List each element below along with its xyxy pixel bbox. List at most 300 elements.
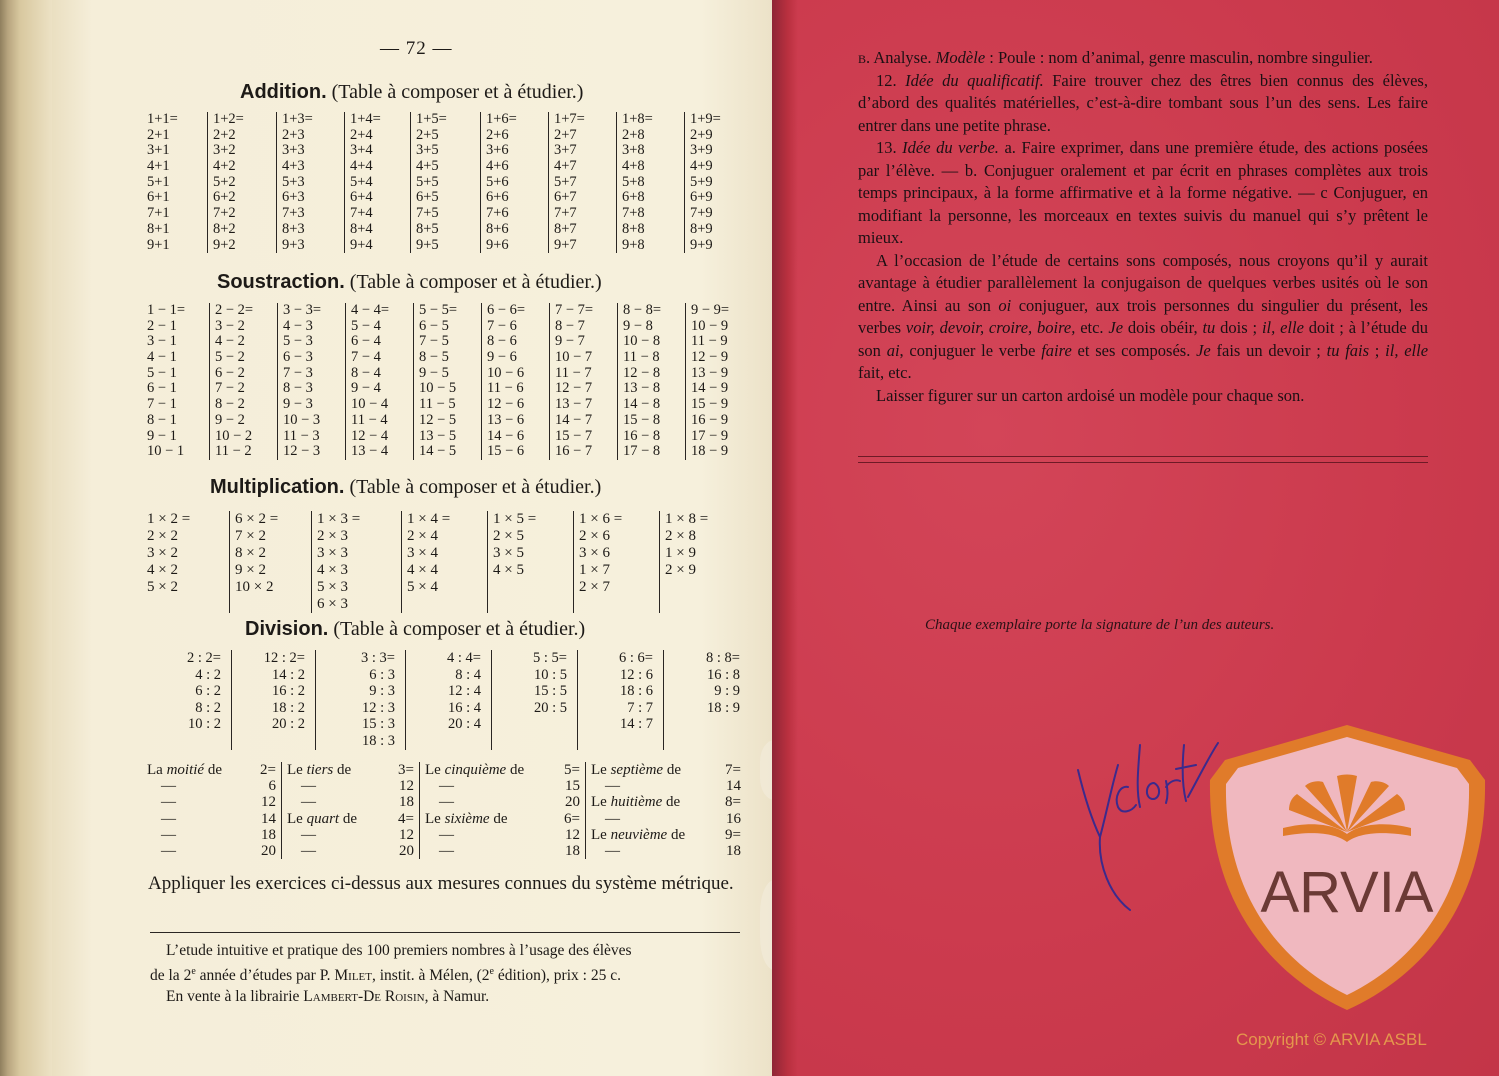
division-cell: 15 : 3	[361, 716, 395, 733]
soustraction-column	[346, 303, 414, 460]
multiplication-cell: 1 × 8 =	[665, 511, 709, 527]
division-cell: 14 : 7	[619, 716, 653, 733]
division-cell: 18 : 6	[619, 683, 653, 700]
fraction-row: — 16	[605, 810, 741, 827]
addition-cell: 6+8	[622, 189, 645, 206]
division-cell: 4 : 4=	[447, 650, 481, 666]
divider-rule	[858, 462, 1428, 463]
multiplication-column	[312, 511, 402, 613]
addition-cell: 8+5	[416, 220, 439, 237]
addition-cell: 4+5	[416, 158, 439, 175]
soustraction-cell: 14 − 5	[419, 443, 457, 460]
division-cell: 5 : 5=	[533, 650, 567, 666]
addition-title: Addition.	[240, 81, 327, 103]
addition-cell: 7+6	[486, 205, 509, 222]
multiplication-cell: 4 × 5	[493, 562, 524, 578]
handwritten-signature	[1070, 725, 1220, 915]
addition-cell: 8+4	[350, 220, 373, 237]
soustraction-column	[686, 303, 754, 460]
addition-cell: 9+3	[282, 236, 305, 253]
soustraction-cell: 13 − 4	[351, 443, 389, 460]
soustraction-cell: 8 − 3	[283, 380, 313, 397]
soustraction-cell: 4 − 3	[283, 317, 313, 334]
soustraction-cell: 14 − 9	[691, 380, 729, 397]
addition-cell: 1+7=	[554, 111, 585, 127]
addition-cell: 7+3	[282, 205, 305, 222]
division-cell: 12 : 6	[619, 666, 653, 683]
addition-cell: 3+6	[486, 142, 509, 159]
soustraction-cell: 6 − 3	[283, 349, 313, 366]
division-cell: 8 : 8=	[706, 650, 740, 666]
fraction-row: — 18	[439, 842, 580, 859]
addition-cell: 7+1	[147, 205, 170, 222]
multiplication-cell: 2 × 7	[579, 579, 610, 595]
multiplication-cell: 1 × 4 =	[407, 511, 451, 527]
signature-note: Chaque exemplaire porte la signature de l’un des auteurs.	[925, 617, 1275, 633]
addition-cell: 7+8	[622, 205, 645, 222]
multiplication-column	[402, 511, 488, 613]
division-cell: 18 : 2	[271, 699, 305, 716]
soustraction-cell: 13 − 7	[555, 396, 593, 413]
fraction-row: — 14	[605, 778, 741, 795]
soustraction-cell: 7 − 5	[419, 333, 449, 350]
fraction-row: — 12	[439, 826, 580, 843]
addition-cell: 5+2	[213, 173, 236, 190]
division-column	[664, 650, 750, 750]
addition-cell: 1+3=	[282, 111, 313, 127]
addition-cell: 6+4	[350, 189, 373, 206]
division-cell: 18 : 9	[706, 699, 740, 716]
soustraction-cell: 17 − 8	[623, 443, 661, 460]
soustraction-cell: 11 − 9	[691, 333, 728, 350]
multiplication-cell: 1 × 3 =	[317, 511, 361, 527]
fraction-row: — 18	[301, 794, 414, 811]
multiplication-table	[142, 511, 738, 613]
fraction-row: La moitié de 2=	[147, 762, 276, 778]
soustraction-cell: 10 − 5	[419, 380, 457, 397]
division-column	[142, 650, 232, 750]
multiplication-cell: 3 × 5	[493, 545, 524, 561]
addition-cell: 8+1	[147, 220, 170, 237]
division-table	[142, 650, 750, 750]
multiplication-subtitle: (Table à composer et à étudier.)	[349, 476, 602, 498]
soustraction-cell: 10 − 8	[623, 333, 661, 350]
multiplication-cell: 8 × 2	[235, 545, 266, 561]
soustraction-cell: 16 − 9	[691, 411, 729, 428]
fraction-column	[282, 762, 420, 859]
multiplication-cell: 3 × 6	[579, 545, 610, 561]
soustraction-cell: 8 − 6	[487, 333, 517, 350]
fraction-row: Le huitième de 8=	[591, 794, 741, 811]
addition-cell: 5+9	[690, 173, 713, 190]
addition-cell: 3+8	[622, 142, 645, 159]
soustraction-column	[278, 303, 346, 460]
addition-cell: 8+6	[486, 220, 509, 237]
addition-cell: 4+1	[147, 158, 170, 175]
fraction-row: Le cinquième de 5=	[425, 762, 580, 778]
multiplication-cell: 9 × 2	[235, 562, 266, 578]
addition-cell: 9+2	[213, 236, 236, 253]
soustraction-cell: 9 − 3	[283, 396, 313, 413]
fraction-row: Le septième de 7=	[591, 762, 741, 778]
footnote-line-3: En vente à la librairie Lambert-De Roisin, à Namur.	[166, 988, 490, 1006]
addition-cell: 1+9=	[690, 111, 721, 127]
soustraction-cell: 8 − 7	[555, 317, 585, 334]
addition-cell: 9+1	[147, 236, 170, 253]
division-cell: 15 : 5	[533, 683, 567, 700]
soustraction-cell: 7 − 6	[487, 317, 517, 334]
multiplication-column	[142, 511, 230, 613]
soustraction-cell: 3 − 2	[215, 317, 245, 334]
fraction-row: Le tiers de 3=	[287, 762, 414, 778]
addition-cell: 4+9	[690, 158, 713, 175]
soustraction-cell: 10 − 2	[215, 427, 253, 444]
soustraction-cell: 5 − 4	[351, 317, 381, 334]
soustraction-cell: 10 − 6	[487, 364, 525, 381]
fraction-row: — 18	[605, 842, 741, 859]
division-cell: 10 : 5	[533, 666, 567, 683]
addition-cell: 4+6	[486, 158, 509, 175]
soustraction-cell: 9 − 7	[555, 333, 585, 350]
addition-cell: 6+5	[416, 189, 439, 206]
soustraction-cell: 11 − 2	[215, 443, 252, 460]
soustraction-column	[618, 303, 686, 460]
soustraction-subtitle: (Table à composer et à étudier.)	[349, 271, 602, 293]
soustraction-cell: 10 − 9	[691, 317, 729, 334]
soustraction-cell: 14 − 8	[623, 396, 661, 413]
addition-column	[208, 112, 277, 253]
division-cell: 8 : 4	[455, 666, 481, 683]
soustraction-cell: 17 − 9	[691, 427, 729, 444]
book-spine	[0, 0, 60, 1076]
soustraction-cell: 2 − 2=	[215, 302, 254, 318]
fraction-row: — 14	[161, 810, 276, 827]
soustraction-cell: 8 − 1	[147, 411, 177, 428]
addition-cell: 9+6	[486, 236, 509, 253]
multiplication-cell: 2 × 8	[665, 528, 696, 544]
multiplication-cell: 5 × 4	[407, 579, 438, 595]
fraction-row: — 12	[301, 826, 414, 843]
addition-cell: 1+2=	[213, 111, 244, 127]
addition-cell: 6+7	[554, 189, 577, 206]
addition-column	[345, 112, 411, 253]
addition-cell: 2+4	[350, 126, 373, 143]
paragraph-sons-composes: A l’occasion de l’étude de certains sons composés, nous croyons qu’il y aurait avantage à étudier parallèlement la conjugaison de quelques verbes usités où le son entre. Ainsi au son oi conjuguer, aux trois personnes du singulier du présent, les verbes voir, devoir, croire, boire, etc. Je dois obéir, tu dois ; il, elle doit ; à l’étude du son ai, conjuguer le verbe faire et ses composés. Je fais un devoir ; tu fais ; il, elle fait, etc.	[858, 250, 1429, 382]
copyright-watermark: Copyright © ARVIA ASBL	[1236, 1030, 1427, 1049]
addition-cell: 3+1	[147, 142, 170, 159]
multiplication-cell: 1 × 2 =	[147, 511, 191, 527]
division-cell: 12 : 3	[361, 699, 395, 716]
soustraction-cell: 7 − 2	[215, 380, 245, 397]
addition-cell: 8+8	[622, 220, 645, 237]
addition-cell: 3+3	[282, 142, 305, 159]
soustraction-cell: 10 − 3	[283, 411, 321, 428]
addition-cell: 7+9	[690, 205, 713, 222]
paragraph-qualificatif: 12. Idée du qualificatif. Faire trouver chez des êtres bien connus des élèves, d’abord des qualités matérielles, c’est-à-dire tombant sous l’un des sens. Les faire entrer dans une petite phrase.	[858, 70, 1428, 135]
addition-cell: 4+2	[213, 158, 236, 175]
soustraction-cell: 4 − 1	[147, 349, 177, 366]
division-column	[406, 650, 492, 750]
addition-column	[481, 112, 549, 253]
fraction-column	[420, 762, 586, 859]
soustraction-cell: 9 − 9=	[691, 302, 730, 318]
soustraction-cell: 9 − 2	[215, 411, 245, 428]
soustraction-cell: 15 − 7	[555, 427, 593, 444]
addition-column	[549, 112, 617, 253]
soustraction-cell: 4 − 4=	[351, 302, 390, 318]
addition-cell: 7+5	[416, 205, 439, 222]
multiplication-column	[488, 511, 574, 613]
multiplication-heading	[210, 476, 601, 499]
division-cell: 6 : 6=	[619, 650, 653, 666]
addition-cell: 2+1	[147, 126, 170, 143]
division-cell: 14 : 2	[271, 666, 305, 683]
addition-cell: 2+6	[486, 126, 509, 143]
soustraction-cell: 5 − 2	[215, 349, 245, 366]
division-column	[316, 650, 406, 750]
soustraction-cell: 11 − 7	[555, 364, 592, 381]
soustraction-cell: 9 − 4	[351, 380, 381, 397]
fraction-row: — 6	[161, 778, 276, 795]
fraction-row: — 20	[301, 842, 414, 859]
addition-cell: 6+3	[282, 189, 305, 206]
multiplication-column	[230, 511, 312, 613]
addition-column	[617, 112, 685, 253]
multiplication-cell: 2 × 4	[407, 528, 438, 544]
division-cell: 6 : 2	[195, 683, 221, 700]
soustraction-cell: 14 − 7	[555, 411, 593, 428]
addition-cell: 4+7	[554, 158, 577, 175]
soustraction-cell: 13 − 9	[691, 364, 729, 381]
addition-cell: 8+9	[690, 220, 713, 237]
division-cell: 20 : 5	[533, 699, 567, 716]
division-cell: 18 : 3	[361, 732, 395, 749]
division-cell: 9 : 9	[714, 683, 740, 700]
soustraction-cell: 8 − 4	[351, 364, 381, 381]
addition-cell: 5+4	[350, 173, 373, 190]
fraction-column	[586, 762, 746, 859]
soustraction-cell: 15 − 6	[487, 443, 525, 460]
soustraction-cell: 18 − 9	[691, 443, 729, 460]
soustraction-cell: 6 − 4	[351, 333, 381, 350]
logo-text: ARVIA	[1260, 860, 1434, 925]
addition-cell: 2+3	[282, 126, 305, 143]
soustraction-cell: 11 − 3	[283, 427, 320, 444]
soustraction-cell: 9 − 5	[419, 364, 449, 381]
soustraction-cell: 10 − 4	[351, 396, 389, 413]
soustraction-cell: 11 − 4	[351, 411, 388, 428]
soustraction-cell: 5 − 1	[147, 364, 177, 381]
multiplication-title: Multiplication.	[210, 476, 345, 498]
multiplication-cell: 1 × 5 =	[493, 511, 537, 527]
addition-column	[277, 112, 345, 253]
soustraction-table	[142, 303, 754, 460]
soustraction-cell: 12 − 7	[555, 380, 593, 397]
addition-cell: 2+9	[690, 126, 713, 143]
soustraction-cell: 13 − 5	[419, 427, 457, 444]
addition-cell: 5+1	[147, 173, 170, 190]
soustraction-cell: 15 − 9	[691, 396, 729, 413]
soustraction-title: Soustraction.	[217, 271, 345, 293]
fraction-row: Le sixième de 6=	[425, 810, 580, 827]
addition-cell: 7+4	[350, 205, 373, 222]
soustraction-cell: 6 − 1	[147, 380, 177, 397]
addition-cell: 9+4	[350, 236, 373, 253]
soustraction-column	[550, 303, 618, 460]
paragraph-analyse: b. Analyse. Modèle : Poule : nom d’animal, genre masculin, nombre singulier.	[858, 48, 1373, 67]
addition-cell: 4+4	[350, 158, 373, 175]
addition-column	[685, 112, 753, 253]
multiplication-cell: 2 × 2	[147, 528, 178, 544]
soustraction-cell: 13 − 8	[623, 380, 661, 397]
addition-cell: 5+3	[282, 173, 305, 190]
soustraction-cell: 8 − 8=	[623, 302, 662, 318]
soustraction-cell: 7 − 4	[351, 349, 381, 366]
addition-cell: 7+7	[554, 205, 577, 222]
division-cell: 8 : 2	[195, 699, 221, 716]
division-cell: 4 : 2	[195, 666, 221, 683]
multiplication-cell: 2 × 9	[665, 562, 696, 578]
multiplication-column	[574, 511, 660, 613]
addition-cell: 9+8	[622, 236, 645, 253]
addition-cell: 9+7	[554, 236, 577, 253]
fraction-row: — 20	[439, 794, 580, 811]
division-heading	[245, 618, 585, 641]
soustraction-cell: 4 − 2	[215, 333, 245, 350]
addition-cell: 5+5	[416, 173, 439, 190]
division-column	[232, 650, 316, 750]
soustraction-column	[210, 303, 278, 460]
addition-table	[142, 112, 753, 253]
soustraction-cell: 7 − 1	[147, 396, 177, 413]
multiplication-cell: 3 × 2	[147, 545, 178, 561]
multiplication-cell: 2 × 6	[579, 528, 610, 544]
addition-cell: 4+8	[622, 158, 645, 175]
multiplication-cell: 1 × 7	[579, 562, 610, 578]
fractions-table	[142, 762, 746, 859]
soustraction-cell: 6 − 6=	[487, 302, 526, 318]
addition-cell: 3+4	[350, 142, 373, 159]
addition-cell: 8+3	[282, 220, 305, 237]
addition-column	[411, 112, 481, 253]
addition-cell: 1+6=	[486, 111, 517, 127]
soustraction-cell: 5 − 5=	[419, 302, 458, 318]
soustraction-cell: 12 − 6	[487, 396, 525, 413]
division-cell: 12 : 2=	[263, 650, 305, 666]
division-cell: 16 : 4	[447, 699, 481, 716]
soustraction-cell: 16 − 7	[555, 443, 593, 460]
addition-cell: 1+5=	[416, 111, 447, 127]
footnote	[150, 940, 744, 1007]
multiplication-cell: 3 × 3	[317, 545, 348, 561]
soustraction-cell: 12 − 9	[691, 349, 729, 366]
addition-cell: 2+2	[213, 126, 236, 143]
multiplication-cell: 6 × 3	[317, 596, 348, 612]
division-cell: 16 : 8	[706, 666, 740, 683]
addition-cell: 1+8=	[622, 111, 653, 127]
soustraction-cell: 12 − 5	[419, 411, 457, 428]
multiplication-cell: 7 × 2	[235, 528, 266, 544]
soustraction-cell: 12 − 8	[623, 364, 661, 381]
soustraction-cell: 12 − 3	[283, 443, 321, 460]
soustraction-cell: 7 − 3	[283, 364, 313, 381]
division-cell: 16 : 2	[271, 683, 305, 700]
soustraction-cell: 5 − 3	[283, 333, 313, 350]
soustraction-cell: 10 − 1	[147, 443, 185, 460]
soustraction-column	[482, 303, 550, 460]
soustraction-cell: 7 − 7=	[555, 302, 594, 318]
page-number: — 72 —	[380, 38, 453, 59]
division-column	[492, 650, 578, 750]
multiplication-cell: 4 × 2	[147, 562, 178, 578]
addition-column	[142, 112, 208, 253]
footnote-line-1: L’etude intuitive et pratique des 100 premiers nombres à l’usage des élèves	[166, 942, 632, 959]
fraction-row: — 12	[161, 794, 276, 811]
multiplication-cell: 5 × 3	[317, 579, 348, 595]
division-title: Division.	[245, 618, 329, 640]
fraction-row: — 20	[161, 842, 276, 859]
soustraction-cell: 9 − 6	[487, 349, 517, 366]
addition-cell: 6+1	[147, 189, 170, 206]
division-cell: 7 : 7	[627, 699, 653, 716]
footnote-line-2: de la 2e année d’études par P. Milet, instit. à Mélen, (2e édition), prix : 25 c.	[150, 966, 621, 985]
division-cell: 20 : 2	[271, 716, 305, 733]
soustraction-cell: 3 − 3=	[283, 302, 322, 318]
multiplication-cell: 2 × 3	[317, 528, 348, 544]
soustraction-cell: 6 − 2	[215, 364, 245, 381]
footnote-divider	[150, 932, 740, 933]
multiplication-cell: 10 × 2	[235, 579, 274, 595]
addition-cell: 5+8	[622, 173, 645, 190]
fraction-row: — 18	[161, 826, 276, 843]
multiplication-cell: 6 × 2 =	[235, 511, 279, 527]
soustraction-cell: 11 − 6	[487, 380, 524, 397]
right-page-text	[858, 47, 1428, 407]
fraction-row: Le neuvième de 9=	[591, 826, 741, 843]
apply-instruction: Appliquer les exercices ci-dessus aux mesures connues du système métrique.	[148, 873, 734, 894]
fraction-row: — 12	[301, 778, 414, 795]
soustraction-cell: 12 − 4	[351, 427, 389, 444]
division-cell: 10 : 2	[187, 716, 221, 733]
addition-cell: 2+7	[554, 126, 577, 143]
addition-cell: 3+9	[690, 142, 713, 159]
fraction-row: Le quart de 4=	[287, 810, 414, 827]
soustraction-cell: 6 − 5	[419, 317, 449, 334]
addition-cell: 2+5	[416, 126, 439, 143]
soustraction-cell: 9 − 1	[147, 427, 177, 444]
addition-cell: 5+6	[486, 173, 509, 190]
multiplication-cell: 5 × 2	[147, 579, 178, 595]
division-cell: 12 : 4	[447, 683, 481, 700]
soustraction-cell: 9 − 8	[623, 317, 653, 334]
addition-cell: 4+3	[282, 158, 305, 175]
division-cell: 3 : 3=	[361, 650, 395, 666]
arvia-logo	[1205, 720, 1490, 1015]
soustraction-cell: 3 − 1	[147, 333, 177, 350]
soustraction-cell: 1 − 1=	[147, 302, 186, 318]
soustraction-heading	[217, 271, 602, 294]
soustraction-cell: 2 − 1	[147, 317, 177, 334]
addition-cell: 2+8	[622, 126, 645, 143]
multiplication-cell: 1 × 6 =	[579, 511, 623, 527]
divider-rule	[858, 456, 1428, 457]
multiplication-cell: 2 × 5	[493, 528, 524, 544]
addition-cell: 8+7	[554, 220, 577, 237]
soustraction-cell: 8 − 2	[215, 396, 245, 413]
multiplication-cell: 1 × 9	[665, 545, 696, 561]
soustraction-cell: 15 − 8	[623, 411, 661, 428]
division-cell: 6 : 3	[369, 666, 395, 683]
